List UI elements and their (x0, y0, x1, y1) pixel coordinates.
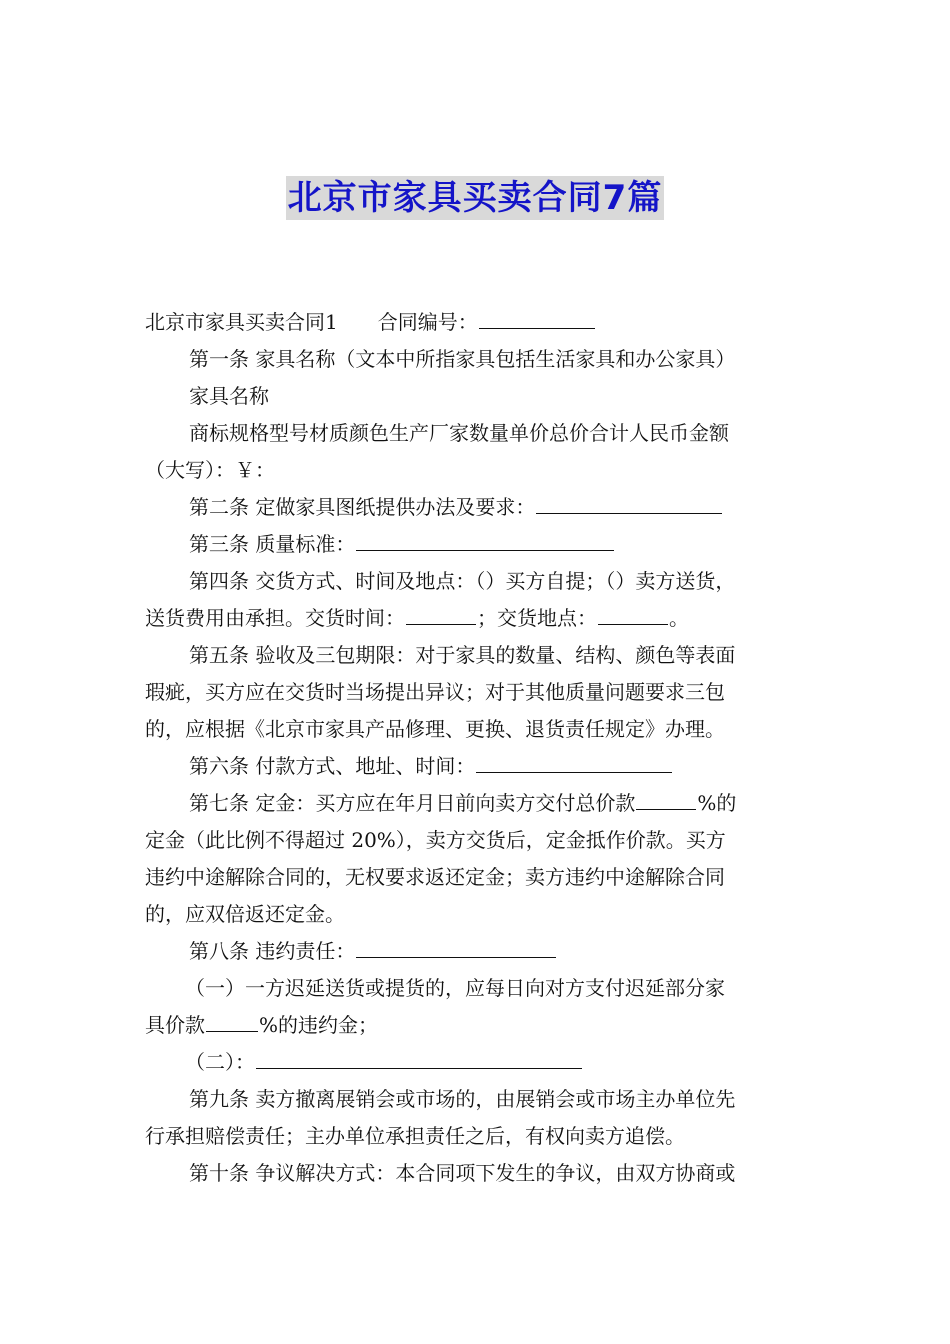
contract-name: 北京市家具买卖合同1 (145, 310, 338, 334)
article-7-line-4: 的，应双倍返还定金。 (145, 902, 345, 926)
article-2-text: 第二条 定做家具图纸提供办法及要求： (189, 495, 536, 519)
article-5-line-1: 第五条 验收及三包期限：对于家具的数量、结构、颜色等表面 (189, 643, 736, 667)
article-1: 第一条 家具名称（文本中所指家具包括生活家具和办公家具） (189, 347, 736, 371)
article-1-subtitle: 家具名称 (189, 384, 269, 408)
article-8-item-1-line-1: （一）一方迟延送货或提货的，应每日向对方支付迟延部分家 (185, 976, 725, 1000)
article-3 (145, 526, 810, 563)
article-8-item-2 (145, 1044, 810, 1081)
article-6 (145, 748, 810, 785)
article-9-line-2: 行承担赔偿责任；主办单位承担责任之后，有权向卖方追偿。 (145, 1124, 685, 1148)
article-2-blank (536, 491, 722, 514)
article-8-item-1-line-2 (145, 1007, 810, 1044)
article-8 (145, 933, 810, 970)
article-6-blank (476, 750, 672, 773)
article-7-text-a: 第七条 定金：买方应在年月日前向卖方交付总价款 (189, 791, 636, 815)
article-5-line-3: 的，应根据《北京市家具产品修理、更换、退货责任规定》办理。 (145, 717, 725, 741)
article-5-line-2: 瑕疵，买方应在交货时当场提出异议；对于其他质量问题要求三包 (145, 680, 725, 704)
article-6-text: 第六条 付款方式、地址、时间： (189, 754, 476, 778)
article-4-line-2 (145, 600, 810, 637)
deposit-percent-blank (636, 787, 696, 810)
article-1-list-line-2: （大写）：￥： (145, 458, 275, 482)
article-7-line-3: 违约中途解除合同的，无权要求返还定金；卖方违约中途解除合同 (145, 865, 725, 889)
article-8-item-2-text: （二）： (185, 1050, 255, 1074)
article-2 (145, 489, 810, 526)
article-7-line-2: 定金（此比例不得超过 20%），卖方交货后，定金抵作价款。买方 (145, 828, 726, 852)
article-10-line-1: 第十条 争议解决方式：本合同项下发生的争议，由双方协商或 (189, 1161, 736, 1185)
document-title: 北京市家具买卖合同7篇 (287, 178, 663, 218)
delivery-place-blank (598, 602, 668, 625)
article-4-text-a: 送货费用由承担。交货时间： (145, 606, 405, 630)
article-1-list-line-1: 商标规格型号材质颜色生产厂家数量单价总价合计人民币金额 (189, 421, 729, 445)
article-4-line-1: 第四条 交货方式、时间及地点：（）买方自提；（）卖方送货， (189, 569, 736, 593)
article-4-text-c: 。 (669, 606, 689, 630)
article-3-text: 第三条 质量标准： (189, 532, 356, 556)
article-8-text: 第八条 违约责任： (189, 939, 356, 963)
article-8-item-1-text-a: 具价款 (145, 1013, 205, 1037)
article-7-text-b: %的 (697, 791, 737, 815)
article-4-text-b: ；交货地点： (477, 606, 597, 630)
contract-body (145, 304, 810, 1192)
article-8-blank (356, 935, 556, 958)
article-7-line-1 (145, 785, 810, 822)
article-8-item-2-blank (256, 1046, 582, 1069)
contract-header-line (145, 304, 810, 341)
title-wrap (0, 176, 950, 220)
article-8-item-1-text-b: %的违约金； (259, 1013, 379, 1037)
penalty-percent-blank (206, 1009, 258, 1032)
article-9-line-1: 第九条 卖方撤离展销会或市场的，由展销会或市场主办单位先 (189, 1087, 736, 1111)
contract-number-label: 合同编号： (377, 310, 478, 334)
article-3-blank (356, 528, 614, 551)
delivery-time-blank (406, 602, 476, 625)
contract-number-blank (479, 306, 595, 329)
